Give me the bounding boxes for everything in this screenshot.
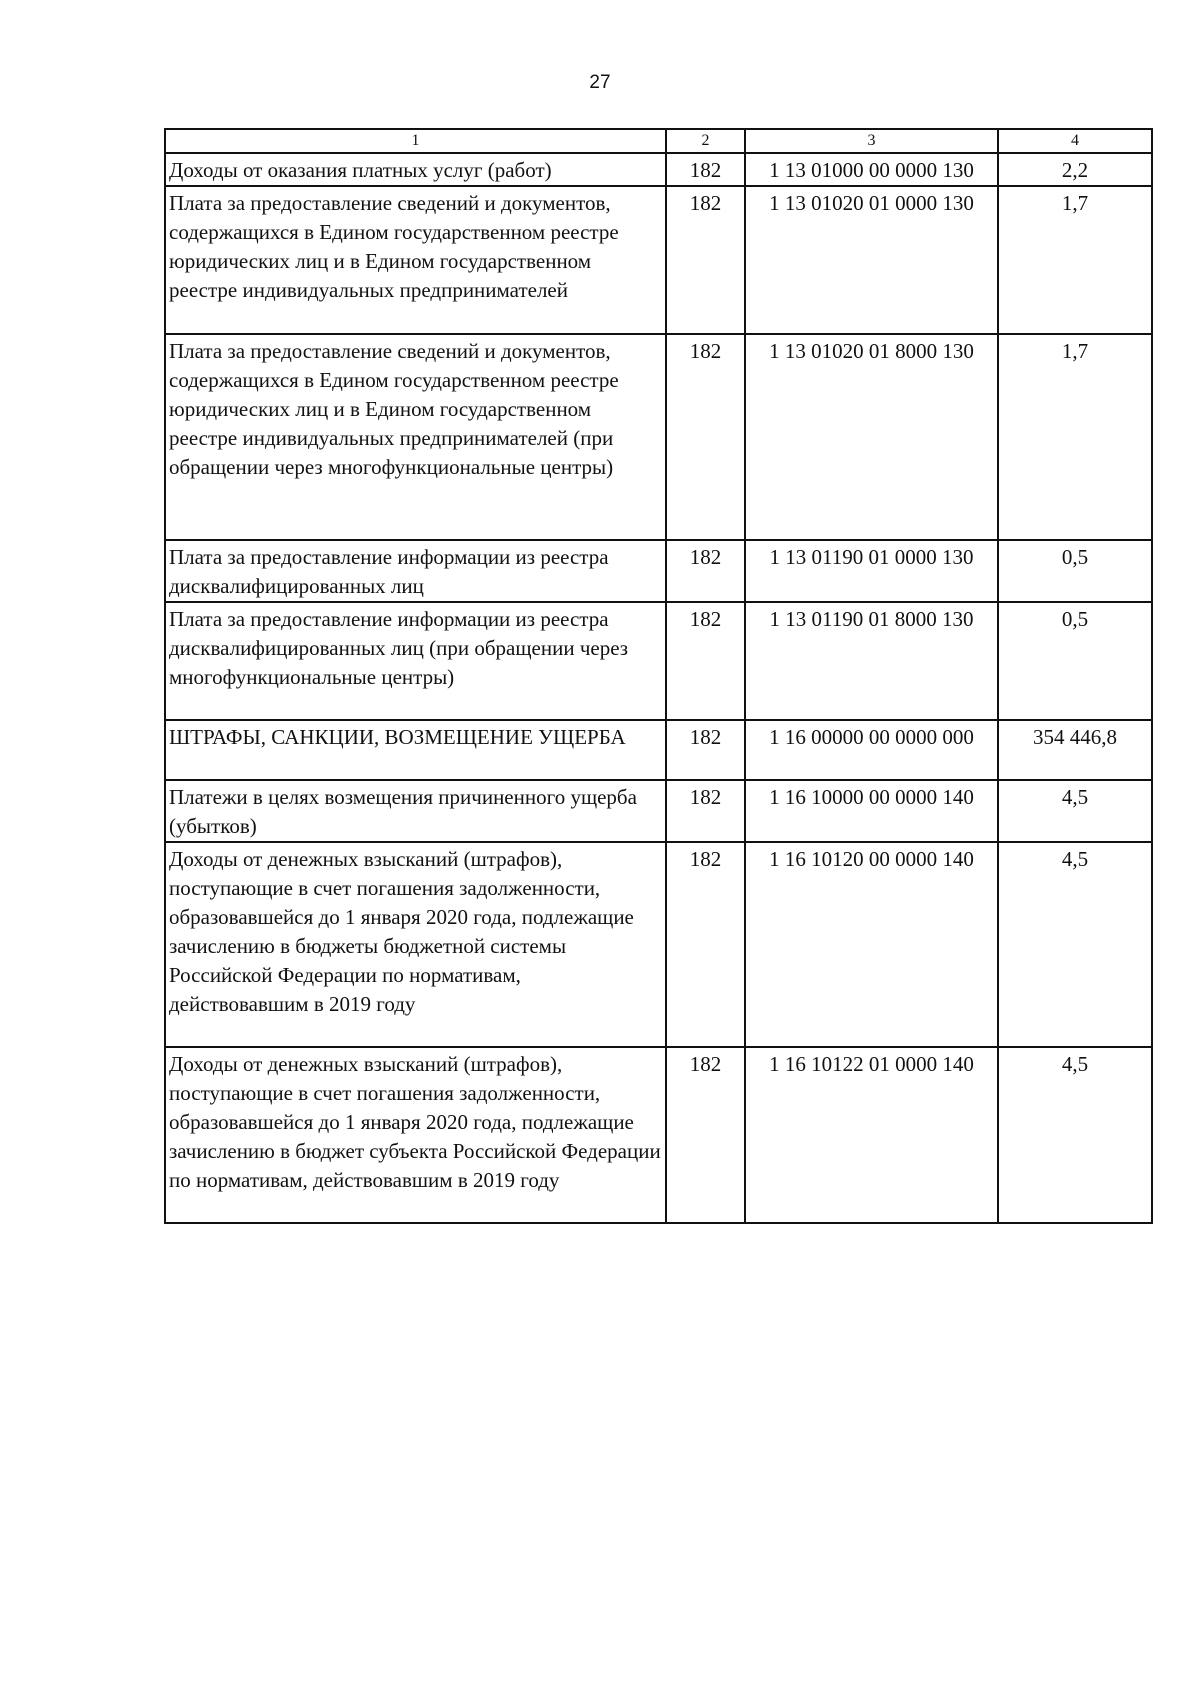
- row-admin-code: 182: [666, 334, 745, 540]
- page-number: 27: [589, 72, 611, 93]
- row-name: Плата за предоставление информации из реестра дисквалифицированных лиц: [165, 540, 666, 602]
- table-row: [165, 1047, 1152, 1223]
- table-row: [165, 602, 1152, 720]
- row-name: Доходы от денежных взысканий (штрафов), поступающие в счет погашения задолженности, образовавшейся до 1 января 2020 года, подлежащие зачислению в бюджеты бюджетной системы Российской Федерации по нормативам, действовавшим в 2019 году: [165, 842, 666, 1047]
- row-amount: 2,2: [998, 153, 1152, 186]
- row-name: Доходы от оказания платных услуг (работ): [165, 153, 666, 186]
- header-col-2: 2: [666, 129, 745, 153]
- row-budget-code: 1 13 01190 01 0000 130: [745, 540, 998, 602]
- table-row: [165, 720, 1152, 780]
- row-admin-code: 182: [666, 186, 745, 334]
- row-admin-code: 182: [666, 602, 745, 720]
- row-admin-code: 182: [666, 842, 745, 1047]
- row-name: ШТРАФЫ, САНКЦИИ, ВОЗМЕЩЕНИЕ УЩЕРБА: [165, 720, 666, 780]
- row-name: Плата за предоставление информации из реестра дисквалифицированных лиц (при обращении через многофункциональные центры): [165, 602, 666, 720]
- row-budget-code: 1 16 10122 01 0000 140: [745, 1047, 998, 1223]
- row-admin-code: 182: [666, 540, 745, 602]
- table-row: [165, 780, 1152, 842]
- row-name: Плата за предоставление сведений и документов, содержащихся в Едином государственном реестре юридических лиц и в Едином государственном реестре индивидуальных предпринимателей: [165, 186, 666, 334]
- table-row: [165, 334, 1152, 540]
- row-amount: 4,5: [998, 780, 1152, 842]
- row-budget-code: 1 16 10120 00 0000 140: [745, 842, 998, 1047]
- row-amount: 1,7: [998, 186, 1152, 334]
- row-admin-code: 182: [666, 780, 745, 842]
- table-row: [165, 842, 1152, 1047]
- row-budget-code: 1 16 10000 00 0000 140: [745, 780, 998, 842]
- row-amount: 354 446,8: [998, 720, 1152, 780]
- row-name: Плата за предоставление сведений и документов, содержащихся в Едином государственном реестре юридических лиц и в Едином государственном реестре индивидуальных предпринимателей (при обращении через многофункциональные центры): [165, 334, 666, 540]
- header-col-3: 3: [745, 129, 998, 153]
- header-col-1: 1: [165, 129, 666, 153]
- row-name: Доходы от денежных взысканий (штрафов), поступающие в счет погашения задолженности, образовавшейся до 1 января 2020 года, подлежащие зачислению в бюджет субъекта Российской Федерации по нормативам, действовавшим в 2019 году: [165, 1047, 666, 1223]
- row-name: Платежи в целях возмещения причиненного ущерба (убытков): [165, 780, 666, 842]
- row-amount: 4,5: [998, 1047, 1152, 1223]
- row-amount: 0,5: [998, 540, 1152, 602]
- row-admin-code: 182: [666, 720, 745, 780]
- row-amount: 1,7: [998, 334, 1152, 540]
- row-budget-code: 1 13 01020 01 0000 130: [745, 186, 998, 334]
- header-col-4: 4: [998, 129, 1152, 153]
- row-amount: 4,5: [998, 842, 1152, 1047]
- row-budget-code: 1 16 00000 00 0000 000: [745, 720, 998, 780]
- table-row: [165, 153, 1152, 186]
- table-row: [165, 186, 1152, 334]
- row-budget-code: 1 13 01190 01 8000 130: [745, 602, 998, 720]
- row-budget-code: 1 13 01000 00 0000 130: [745, 153, 998, 186]
- row-amount: 0,5: [998, 602, 1152, 720]
- revenue-table: [164, 128, 1153, 1224]
- row-admin-code: 182: [666, 153, 745, 186]
- row-admin-code: 182: [666, 1047, 745, 1223]
- row-budget-code: 1 13 01020 01 8000 130: [745, 334, 998, 540]
- table-row: [165, 540, 1152, 602]
- table-header-row: [165, 129, 1152, 153]
